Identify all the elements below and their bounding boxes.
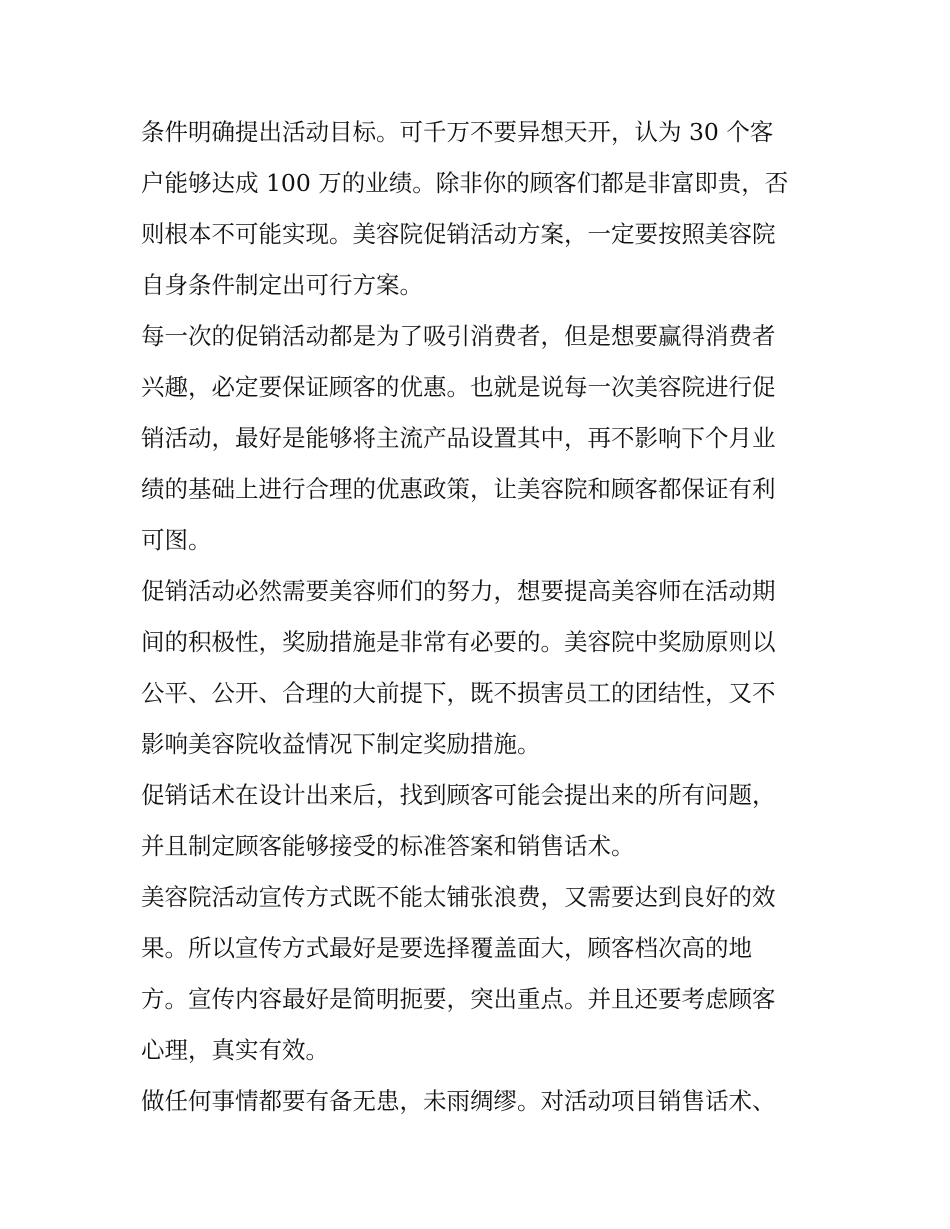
text-line: 方。宣传内容最好是简明扼要，突出重点。并且还要考虑顾客 — [141, 985, 776, 1013]
text-line: 果。所以宣传方式最好是要选择覆盖面大，顾客档次高的地 — [141, 934, 752, 962]
text-line: 条件明确提出活动目标。可千万不要异想天开，认为 30 个客 — [141, 118, 774, 146]
text-line: 兴趣，必定要保证顾客的优惠。也就是说每一次美容院进行促 — [141, 373, 776, 401]
text-line: 心理，真实有效。 — [141, 1036, 329, 1064]
text-line: 销活动，最好是能够将主流产品设置其中，再不影响下个月业 — [141, 424, 776, 452]
text-line: 影响美容院收益情况下制定奖励措施。 — [141, 730, 541, 758]
text-line: 可图。 — [141, 526, 212, 554]
text-line: 间的积极性，奖励措施是非常有必要的。美容院中奖励原则以 — [141, 628, 776, 656]
text-line: 绩的基础上进行合理的优惠政策，让美容院和顾客都保证有利 — [141, 475, 776, 503]
text-line: 促销活动必然需要美容师们的努力，想要提高美容师在活动期 — [141, 577, 776, 605]
text-line: 则根本不可能实现。美容院促销活动方案，一定要按照美容院 — [141, 220, 776, 248]
text-line: 户能够达成 100 万的业绩。除非你的顾客们都是非富即贵，否 — [141, 169, 789, 197]
body-text — [141, 107, 821, 1127]
text-line: 美容院活动宣传方式既不能太铺张浪费，又需要达到良好的效 — [141, 883, 776, 911]
text-line: 公平、公开、合理的大前提下，既不损害员工的团结性，又不 — [141, 679, 776, 707]
text-line: 每一次的促销活动都是为了吸引消费者，但是想要赢得消费者 — [141, 322, 776, 350]
text-line: 促销话术在设计出来后，找到顾客可能会提出来的所有问题， — [141, 781, 776, 809]
text-line: 做任何事情都要有备无患，未雨绸缪。对活动项目销售话术、 — [141, 1087, 776, 1115]
text-line: 并且制定顾客能够接受的标准答案和销售话术。 — [141, 832, 635, 860]
text-line: 自身条件制定出可行方案。 — [141, 271, 423, 299]
